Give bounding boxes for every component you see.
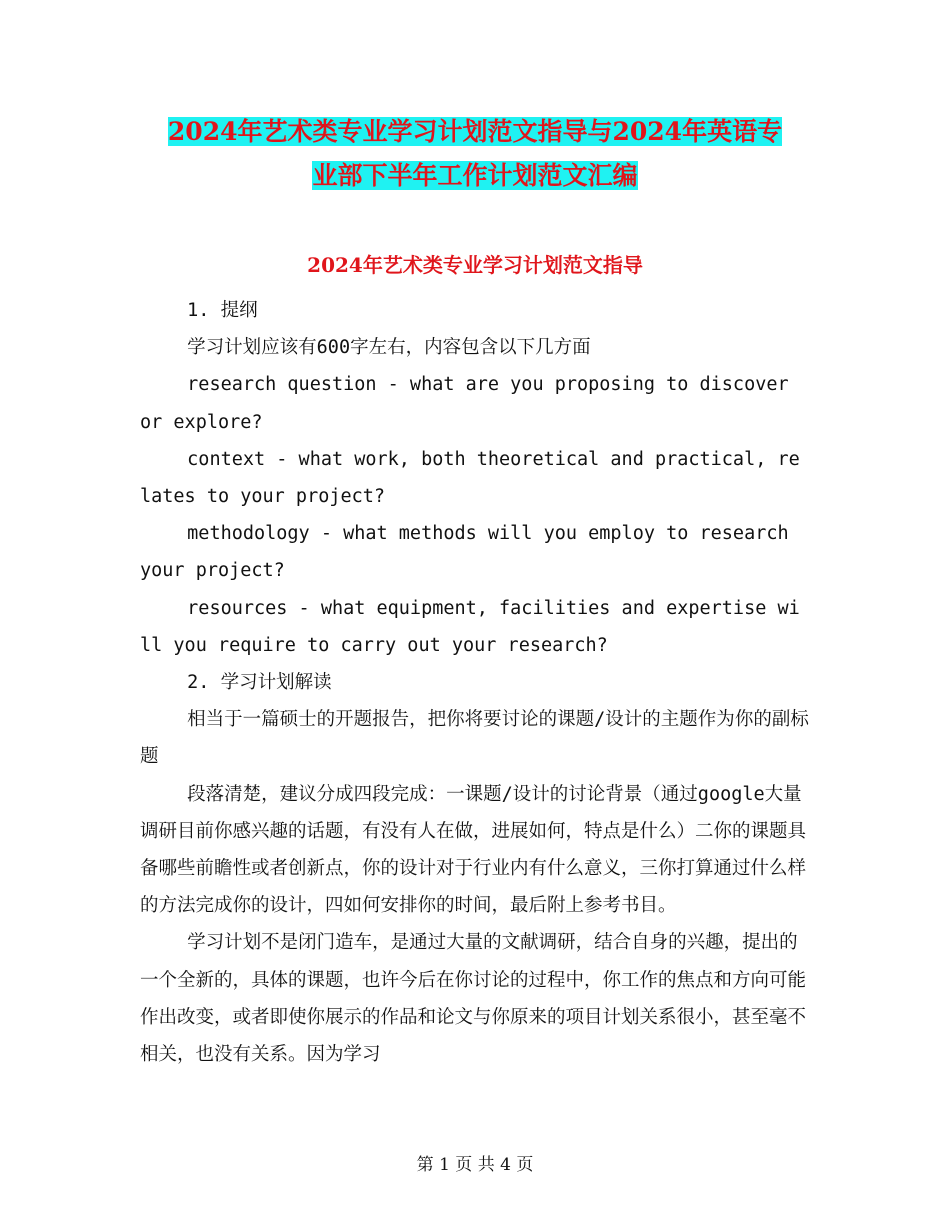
paragraph-proposal-note: 相当于一篇硕士的开题报告，把你将要讨论的课题/设计的主题作为你的副标题 [140, 709, 809, 768]
section-heading: 2024年艺术类专业学习计划范文指导 [307, 253, 643, 277]
paragraph-interpretation-heading: 2. 学习计划解读 [187, 672, 332, 694]
page-footer: 第 1 页 共 4 页 [416, 1155, 534, 1175]
paragraph-outline-heading: 1. 提纲 [187, 300, 258, 321]
paragraph-structure-advice: 段落清楚，建议分成四段完成：一课题/设计的讨论背景（通过google大量调研目前你感兴趣的话题，有没有人在做，进展如何，特点是什么）二你的课题具备哪些前瞻性或者创新点，你的设计对于行业内有什么意义，三你打算通过什么样的方法完成你的设计，四如何安排你的时间，最后附上参考书目。 [140, 783, 807, 917]
paragraph-length-note: 学习计划应该有600字左右，内容包含以下几方面 [187, 337, 591, 359]
paragraph-research-question: research question - what are you proposing to discover or explore? [140, 374, 789, 433]
paragraph-methodology: methodology - what methods will you employ to research your project? [140, 523, 789, 582]
paragraph-context: context - what work, both theoretical and practical, relates to your project? [140, 448, 800, 508]
body-text [140, 292, 810, 1073]
title-line-1: 2024年艺术类专业学习计划范文指导与2024年英语专 [167, 117, 783, 146]
document-title [140, 110, 810, 198]
title-line-2: 业部下半年工作计划范文汇编 [312, 161, 638, 190]
paragraph-resources: resources - what equipment, facilities and expertise will you require to carry out your research? [140, 597, 800, 656]
paragraph-research-advice: 学习计划不是闭门造车，是通过大量的文献调研，结合自身的兴趣，提出的一个全新的，具体的课题，也许今后在你讨论的过程中，你工作的焦点和方向可能作出改变，或者即使你展示的作品和论文与你原来的项目计划关系很小，甚至毫不相关，也没有关系。因为学习 [140, 932, 807, 1066]
